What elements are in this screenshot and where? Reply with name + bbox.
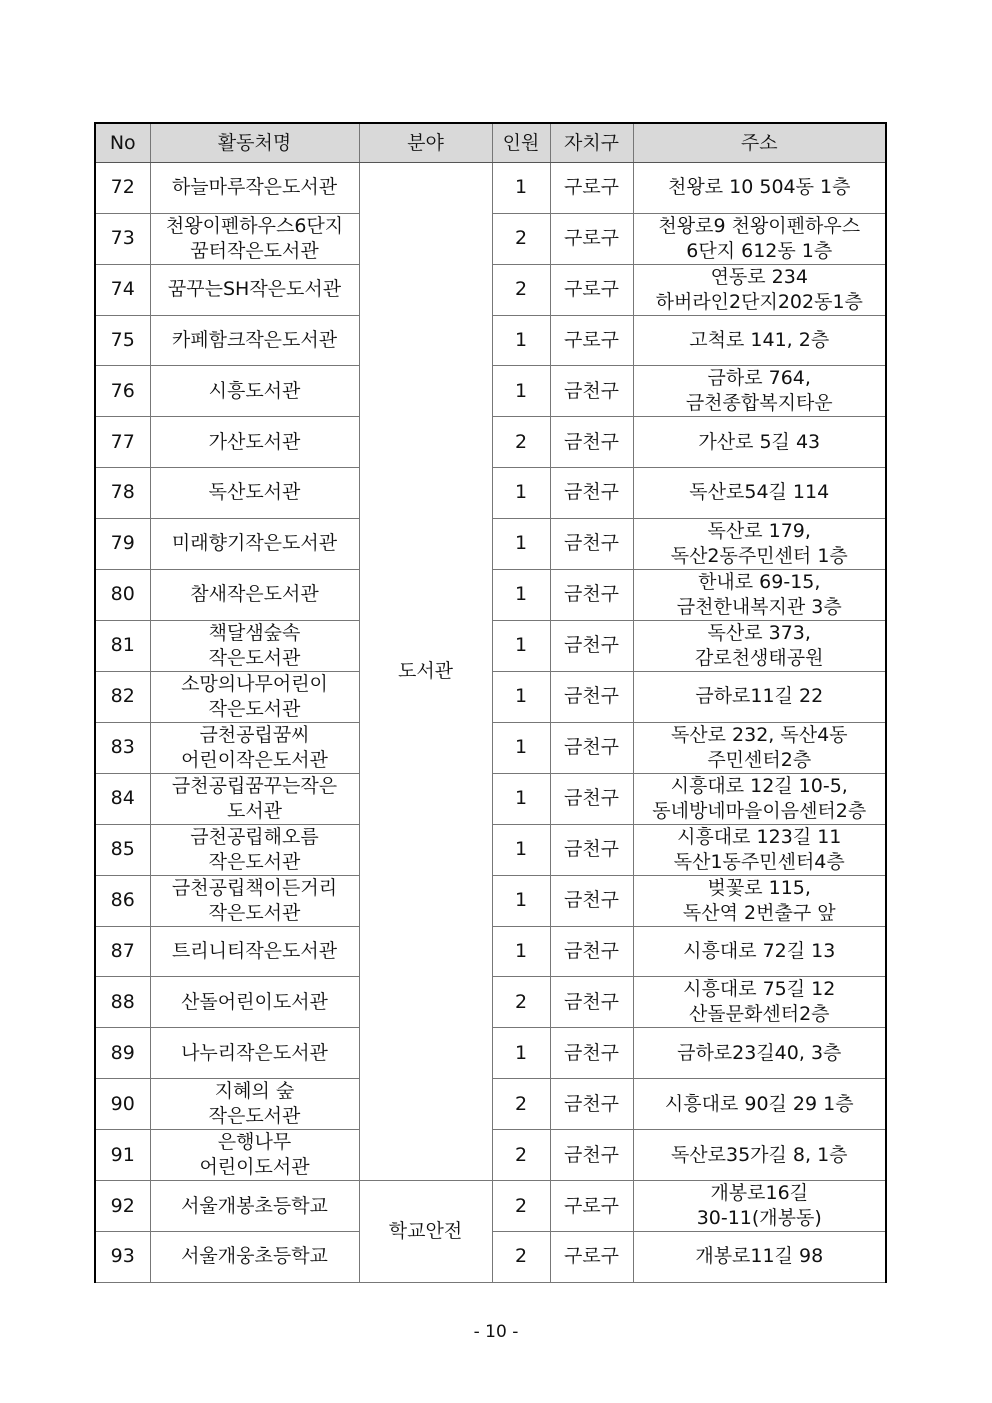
row-no: 82 bbox=[95, 671, 150, 722]
row-district: 금천구 bbox=[550, 468, 633, 519]
volunteer-site-table bbox=[94, 122, 887, 1283]
row-district: 금천구 bbox=[550, 773, 633, 824]
row-district: 금천구 bbox=[550, 875, 633, 926]
table-header-row bbox=[95, 123, 886, 163]
row-site-name: 하늘마루작은도서관 bbox=[150, 163, 359, 214]
row-site-name: 금천공립꿈꾸는작은 도서관 bbox=[150, 773, 359, 824]
row-no: 87 bbox=[95, 926, 150, 977]
row-address: 고척로 141, 2층 bbox=[633, 315, 886, 366]
row-address: 독산로 232, 독산4동 주민센터2층 bbox=[633, 722, 886, 773]
row-site-name: 미래향기작은도서관 bbox=[150, 518, 359, 569]
row-count: 1 bbox=[492, 722, 550, 773]
row-address: 개봉로16길 30-11(개봉동) bbox=[633, 1181, 886, 1232]
row-site-name: 트리니티작은도서관 bbox=[150, 926, 359, 977]
row-address: 벚꽃로 115, 독산역 2번출구 앞 bbox=[633, 875, 886, 926]
row-address: 금하로23길40, 3층 bbox=[633, 1028, 886, 1079]
row-no: 91 bbox=[95, 1130, 150, 1181]
row-district: 구로구 bbox=[550, 264, 633, 315]
row-site-name: 산돌어린이도서관 bbox=[150, 977, 359, 1028]
row-address: 시흥대로 123길 11 독산1동주민센터4층 bbox=[633, 824, 886, 875]
row-site-name: 나누리작은도서관 bbox=[150, 1028, 359, 1079]
row-district: 구로구 bbox=[550, 1181, 633, 1232]
header-field: 분야 bbox=[359, 123, 492, 163]
row-site-name: 소망의나무어린이 작은도서관 bbox=[150, 671, 359, 722]
row-count: 1 bbox=[492, 773, 550, 824]
row-district: 금천구 bbox=[550, 1028, 633, 1079]
row-no: 73 bbox=[95, 213, 150, 264]
row-count: 2 bbox=[492, 264, 550, 315]
row-count: 2 bbox=[492, 213, 550, 264]
row-no: 90 bbox=[95, 1079, 150, 1130]
row-site-name: 금천공립책이든거리 작은도서관 bbox=[150, 875, 359, 926]
row-site-name: 시흥도서관 bbox=[150, 366, 359, 417]
row-site-name: 금천공립꿈씨 어린이작은도서관 bbox=[150, 722, 359, 773]
row-count: 2 bbox=[492, 1232, 550, 1283]
row-no: 77 bbox=[95, 417, 150, 468]
row-count: 1 bbox=[492, 1028, 550, 1079]
row-address: 금하로11길 22 bbox=[633, 671, 886, 722]
row-district: 금천구 bbox=[550, 671, 633, 722]
row-count: 1 bbox=[492, 926, 550, 977]
row-address: 개봉로11길 98 bbox=[633, 1232, 886, 1283]
row-no: 84 bbox=[95, 773, 150, 824]
row-address: 시흥대로 75길 12 산돌문화센터2층 bbox=[633, 977, 886, 1028]
row-count: 1 bbox=[492, 366, 550, 417]
row-no: 76 bbox=[95, 366, 150, 417]
row-site-name: 카페함크작은도서관 bbox=[150, 315, 359, 366]
row-district: 금천구 bbox=[550, 1130, 633, 1181]
header-district: 자치구 bbox=[550, 123, 633, 163]
row-count: 2 bbox=[492, 977, 550, 1028]
row-address: 독산로 373, 감로천생태공원 bbox=[633, 620, 886, 671]
row-district: 금천구 bbox=[550, 1079, 633, 1130]
row-district: 금천구 bbox=[550, 926, 633, 977]
row-site-name: 참새작은도서관 bbox=[150, 569, 359, 620]
row-count: 1 bbox=[492, 163, 550, 214]
row-site-name: 독산도서관 bbox=[150, 468, 359, 519]
table-body bbox=[95, 163, 886, 1283]
row-district: 금천구 bbox=[550, 977, 633, 1028]
row-no: 85 bbox=[95, 824, 150, 875]
row-no: 81 bbox=[95, 620, 150, 671]
row-district: 금천구 bbox=[550, 620, 633, 671]
row-address: 독산로35가길 8, 1층 bbox=[633, 1130, 886, 1181]
row-district: 구로구 bbox=[550, 213, 633, 264]
row-no: 92 bbox=[95, 1181, 150, 1232]
row-field: 학교안전 bbox=[359, 1181, 492, 1283]
row-field: 도서관 bbox=[359, 163, 492, 1181]
row-no: 79 bbox=[95, 518, 150, 569]
row-no: 83 bbox=[95, 722, 150, 773]
row-district: 금천구 bbox=[550, 518, 633, 569]
row-count: 2 bbox=[492, 1130, 550, 1181]
row-address: 금하로 764, 금천종합복지타운 bbox=[633, 366, 886, 417]
row-district: 구로구 bbox=[550, 1232, 633, 1283]
header-site-name: 활동처명 bbox=[150, 123, 359, 163]
table-row bbox=[95, 163, 886, 214]
row-count: 1 bbox=[492, 875, 550, 926]
row-count: 2 bbox=[492, 1181, 550, 1232]
row-district: 금천구 bbox=[550, 569, 633, 620]
page-number: - 10 - bbox=[473, 1322, 519, 1342]
row-site-name: 금천공립해오름 작은도서관 bbox=[150, 824, 359, 875]
row-address: 시흥대로 12길 10-5, 동네방네마을이음센터2층 bbox=[633, 773, 886, 824]
row-site-name: 은행나무 어린이도서관 bbox=[150, 1130, 359, 1181]
row-site-name: 서울개웅초등학교 bbox=[150, 1232, 359, 1283]
row-count: 2 bbox=[492, 1079, 550, 1130]
row-no: 93 bbox=[95, 1232, 150, 1283]
row-address: 시흥대로 72길 13 bbox=[633, 926, 886, 977]
row-address: 시흥대로 90길 29 1층 bbox=[633, 1079, 886, 1130]
row-district: 구로구 bbox=[550, 163, 633, 214]
row-count: 1 bbox=[492, 518, 550, 569]
row-address: 연동로 234 하버라인2단지202동1층 bbox=[633, 264, 886, 315]
row-district: 금천구 bbox=[550, 417, 633, 468]
header-count: 인원 bbox=[492, 123, 550, 163]
row-district: 구로구 bbox=[550, 315, 633, 366]
row-no: 86 bbox=[95, 875, 150, 926]
row-no: 75 bbox=[95, 315, 150, 366]
row-count: 1 bbox=[492, 315, 550, 366]
table-row bbox=[95, 1181, 886, 1232]
row-count: 1 bbox=[492, 468, 550, 519]
row-site-name: 가산도서관 bbox=[150, 417, 359, 468]
row-address: 천왕로9 천왕이펜하우스 6단지 612동 1층 bbox=[633, 213, 886, 264]
row-site-name: 책달샘숲속 작은도서관 bbox=[150, 620, 359, 671]
row-no: 80 bbox=[95, 569, 150, 620]
row-count: 1 bbox=[492, 824, 550, 875]
row-no: 78 bbox=[95, 468, 150, 519]
row-count: 2 bbox=[492, 417, 550, 468]
row-site-name: 천왕이펜하우스6단지 꿈터작은도서관 bbox=[150, 213, 359, 264]
row-district: 금천구 bbox=[550, 366, 633, 417]
row-count: 1 bbox=[492, 671, 550, 722]
row-address: 천왕로 10 504동 1층 bbox=[633, 163, 886, 214]
row-address: 한내로 69-15, 금천한내복지관 3층 bbox=[633, 569, 886, 620]
row-address: 독산로54길 114 bbox=[633, 468, 886, 519]
row-district: 금천구 bbox=[550, 824, 633, 875]
row-no: 74 bbox=[95, 264, 150, 315]
row-count: 1 bbox=[492, 620, 550, 671]
row-count: 1 bbox=[492, 569, 550, 620]
row-address: 독산로 179, 독산2동주민센터 1층 bbox=[633, 518, 886, 569]
row-district: 금천구 bbox=[550, 722, 633, 773]
row-no: 72 bbox=[95, 163, 150, 214]
row-site-name: 꿈꾸는SH작은도서관 bbox=[150, 264, 359, 315]
row-no: 89 bbox=[95, 1028, 150, 1079]
row-no: 88 bbox=[95, 977, 150, 1028]
row-address: 가산로 5길 43 bbox=[633, 417, 886, 468]
row-site-name: 서울개봉초등학교 bbox=[150, 1181, 359, 1232]
header-no: No bbox=[95, 123, 150, 163]
header-address: 주소 bbox=[633, 123, 886, 163]
row-site-name: 지혜의 숲 작은도서관 bbox=[150, 1079, 359, 1130]
